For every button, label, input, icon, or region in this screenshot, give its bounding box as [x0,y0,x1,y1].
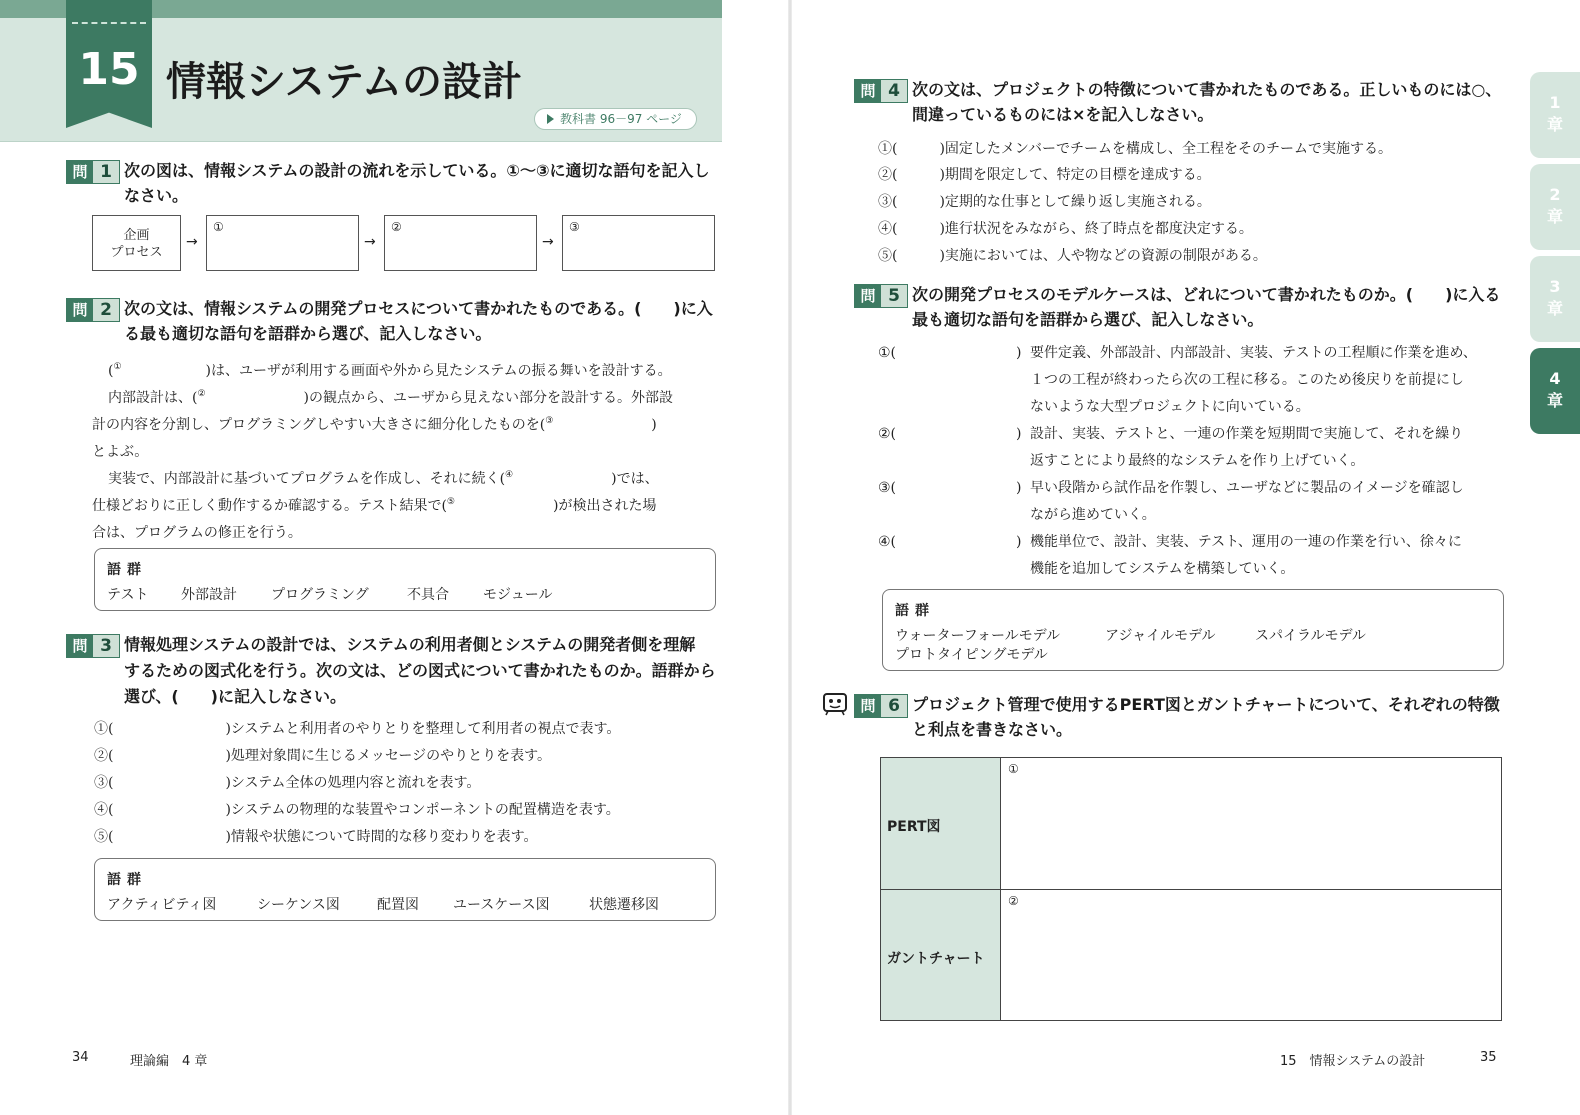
q2-passage-line [108,385,673,407]
q4-text-line: 間違っているものには×を記入しなさい。 [912,105,1214,124]
play-triangle-icon [547,114,554,124]
tab-number: 2 [1549,185,1561,204]
flow-box-mark: ② [391,220,402,234]
q5-item-close: ) [1016,480,1022,496]
word-item: スパイラルモデル [1255,628,1366,644]
tab-label: 章 [1546,115,1563,134]
q5-item-mark: ①( [878,345,897,361]
q1-text-line: なさい。 [124,186,189,205]
q4-text-line: 次の文は、プロジェクトの特徴について書かれたものである。正しいものには○、 [912,80,1502,99]
passage-text: ) [553,417,657,433]
passage-text: )は、ユーザが利用する画面や外から見たシステムの振る舞いを設計する。 [121,363,672,379]
q-number: 2 [93,299,119,321]
row-header-text: ガントチャート [887,951,985,967]
q5-item-close: ) [1016,534,1022,550]
passage-text: 内部設計は、( [108,390,198,406]
q5-item-close: ) [1016,426,1022,442]
flag-dashes [72,22,146,24]
flow-box-label: プロセス [110,245,163,260]
flow-arrow: → [186,234,198,250]
table-row-header-pert [881,758,1001,889]
q6-text-line: プロジェクト管理で使用するPERT図とガントチャートについて、それぞれの特徴 [912,695,1500,714]
word-group-title: 語群 [107,872,147,888]
q5-item-text: ながら進めていく。 [1030,507,1156,523]
q-number: 6 [881,695,907,717]
tab-number: 1 [1549,93,1561,112]
passage-text: 実装で、内部設計に基づいてプログラムを作成し、それに続く( [108,471,506,487]
q3-item: ②( )処理対象間に生じるメッセージのやりとりを表す。 [94,748,551,764]
q1-text-line: 次の図は、情報システムの設計の流れを示している。①～③に適切な語句を記入し [124,161,710,180]
chapter-tab-1[interactable] [1530,72,1580,158]
gantt-answer-cell[interactable] [1002,890,1501,1020]
q2-text-line: 次の文は、情報システムの開発プロセスについて書かれたものである。( )に入 [124,299,713,318]
blank-number: ② [197,389,206,399]
word-item: プロトタイピングモデル [895,647,1048,663]
q2-passage-line [108,358,672,380]
tab-label: 章 [1546,299,1563,318]
chapter-tab-3[interactable] [1530,256,1580,342]
q2-passage-line [92,520,302,542]
row-header-text: PERT図 [887,819,941,835]
blank-number: ① [113,362,122,372]
flow-box-mark: ① [213,220,224,234]
pert-gantt-table [880,757,1502,1021]
word-item: 状態遷移図 [589,897,659,913]
q2-passage-line [108,466,659,488]
passage-text: )では、 [513,471,659,487]
q-mark: 問 [67,161,93,183]
word-item: プログラミング [271,587,369,603]
passage-text: とよぶ。 [92,444,149,460]
right-page-number: 35 [1480,1050,1497,1065]
chapter-tab-4[interactable] [1530,348,1580,434]
q4-item: ①( )固定したメンバーでチームを構成し、全工程をそのチームで実施する。 [878,141,1392,157]
blank-number: ③ [545,416,554,426]
q2-passage-line [92,412,657,434]
word-item: アクティビティ図 [107,897,217,913]
q3-item: ④( )システムの物理的な装置やコンポーネントの配置構造を表す。 [94,802,620,818]
tab-label: 章 [1546,391,1563,410]
thinking-face-icon [822,692,848,716]
q3-item: ①( )システムと利用者のやりとりを整理して利用者の視点で表す。 [94,721,621,737]
word-item: テスト [107,587,149,603]
word-item: 配置図 [377,897,419,913]
word-item: 外部設計 [181,587,237,603]
chapter-tab-2[interactable] [1530,164,1580,250]
q5-item-mark: ③( [878,480,897,496]
q4-item: ②( )期間を限定して、特定の目標を達成する。 [878,167,1211,183]
q2-passage-line [92,439,148,461]
flow-arrow: → [364,234,376,250]
left-running-head: 理論編 4 章 [130,1054,208,1069]
q4-item: ⑤( )実施においては、人や物などの資源の制限がある。 [878,248,1267,264]
q3-text-line: 情報処理システムの設計では、システムの利用者側とシステムの開発者側を理解 [124,635,696,654]
textbook-ref-text: 教科書 96－97 ページ [560,112,682,126]
q2-word-group [94,548,716,611]
q3-text-line: するための図式化を行う。次の文は、どの図式について書かれたものか。語群から [124,661,716,680]
q-mark: 問 [855,695,881,717]
tab-label: 章 [1546,207,1563,226]
q5-text-line: 次の開発プロセスのモデルケースは、どれについて書かれたものか。( )に入る [912,285,1501,304]
q-mark: 問 [855,285,881,307]
question-6-text [912,692,1500,742]
q2-passage-line [92,493,656,515]
tab-number: 3 [1549,277,1561,296]
q5-item-text: 設計、実装、テストと、一連の作業を短期間で実施して、それを繰り [1030,426,1464,442]
question-2-text [124,296,713,346]
q3-item: ⑤( )情報や状態について時間的な移り変わりを表す。 [94,829,538,845]
flow-answer-box-1[interactable] [206,215,359,271]
passage-text: 計の内容を分割し、プログラミングしやすい大きさに細分化したものを( [92,417,546,433]
q-number: 4 [881,80,907,102]
word-item: ウォーターフォールモデル [895,628,1061,644]
flow-answer-box-3[interactable] [562,215,715,271]
cell-mark: ② [1008,894,1019,908]
flow-box-mark: ③ [569,220,580,234]
q5-text-line: 最も適切な語句を語群から選び、記入しなさい。 [912,310,1264,329]
q5-item-text: 要件定義、外部設計、内部設計、実装、テストの工程順に作業を進め、 [1030,345,1477,361]
q-number: 1 [93,161,119,183]
q6-text-line: と利点を書きなさい。 [912,720,1073,739]
q-mark: 問 [67,299,93,321]
q5-item-text: 機能単位で、設計、実装、テスト、運用の一連の作業を行い、徐々に [1030,534,1462,550]
question-1-text [124,158,710,208]
passage-text: ( [108,363,114,379]
q5-item-text: １つの工程が終わったら次の工程に移る。このため後戻りを前提にし [1030,372,1464,388]
pert-answer-cell[interactable] [1002,758,1501,889]
question-4-text [912,77,1501,127]
right-running-head: 15 情報システムの設計 [1280,1054,1426,1069]
textbook-ref-badge [534,108,697,130]
word-item: ユースケース図 [453,897,550,913]
q5-item-text: 返すことにより最終的なシステムを作り上げていく。 [1030,453,1365,469]
q5-word-group [882,589,1504,671]
cell-mark: ① [1008,762,1019,776]
q-number: 3 [93,635,119,657]
q5-item-text: ないような大型プロジェクトに向いている。 [1030,399,1310,415]
lesson-number: 15 [78,44,140,95]
q5-item-mark: ②( [878,426,897,442]
question-5-text [912,282,1500,332]
word-item: アジャイルモデル [1105,628,1216,644]
word-item: シーケンス図 [257,897,340,913]
q4-item: ③( )定期的な仕事として繰り返し実施される。 [878,194,1211,210]
passage-text: )の観点から、ユーザから見えない部分を設計する。外部設 [205,390,674,406]
word-item: 不具合 [407,587,449,603]
passage-text: 仕様どおりに正しく動作するか確認する。テスト結果で( [92,498,447,514]
table-row-header-gantt [881,890,1001,1020]
flow-arrow: → [542,234,554,250]
q5-item-mark: ④( [878,534,897,550]
q5-item-text: 機能を追加してシステムを構築していく。 [1030,561,1295,577]
flow-box-planning [92,215,181,271]
q-mark: 問 [855,80,881,102]
q4-item: ④( )進行状況をみながら、終了時点を都度決定する。 [878,221,1253,237]
word-item: モジュール [483,587,553,603]
tab-number: 4 [1549,369,1561,388]
q3-word-group [94,858,716,921]
q-mark: 問 [67,635,93,657]
passage-text: 合は、プログラムの修正を行う。 [92,525,302,541]
lesson-title: 情報システムの設計 [166,59,522,105]
q3-text-line: 選び、( )に記入しなさい。 [124,687,346,706]
question-3-text [124,632,716,710]
flow-answer-box-2[interactable] [384,215,537,271]
q-number: 5 [881,285,907,307]
word-group-title: 語群 [895,603,935,619]
q5-item-text: 早い段階から試作品を作製し、ユーザなどに製品のイメージを確認し [1030,480,1464,496]
q5-item-close: ) [1016,345,1022,361]
lesson-header [0,0,722,142]
passage-text: )が検出された場 [454,498,657,514]
word-group-title: 語群 [107,562,147,578]
q3-item: ③( )システム全体の処理内容と流れを表す。 [94,775,481,791]
blank-number: ④ [505,470,514,480]
left-page-number: 34 [72,1050,89,1065]
flow-box-label: 企画 [123,228,150,243]
q2-text-line: る最も適切な語句を語群から選び、記入しなさい。 [124,324,492,343]
blank-number: ⑤ [446,497,455,507]
